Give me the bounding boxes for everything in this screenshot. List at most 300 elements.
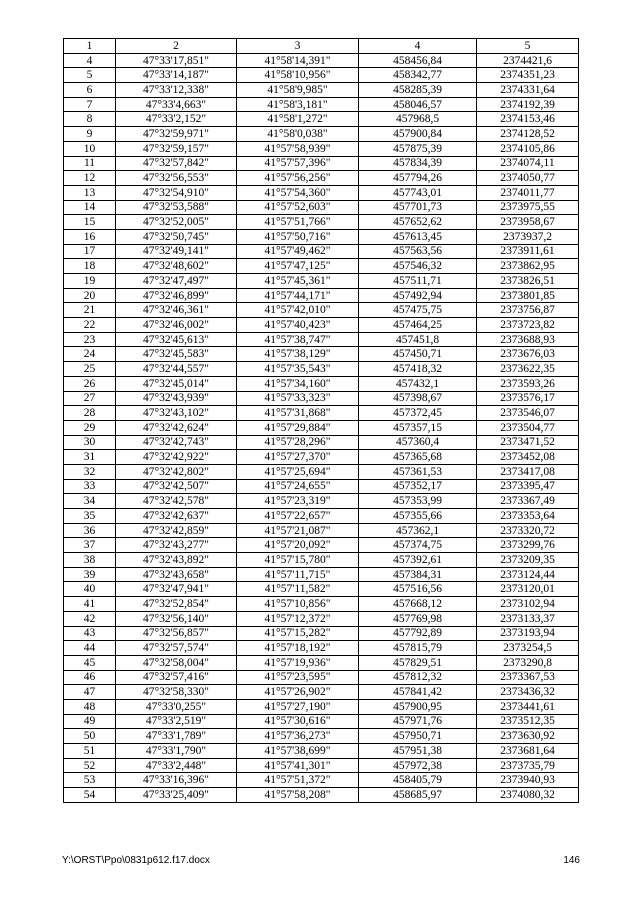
table-cell: 47°32'58,330"	[116, 685, 237, 700]
table-cell: 47°33'4,663"	[116, 97, 237, 112]
table-cell: 2374421,6	[477, 53, 579, 68]
table-cell: 457769,98	[359, 611, 477, 626]
header-cell-2: 2	[116, 39, 237, 54]
table-row	[64, 641, 579, 656]
table-cell: 36	[64, 523, 116, 538]
table-cell: 48	[64, 699, 116, 714]
table-cell: 457968,5	[359, 112, 477, 127]
table-cell: 2373254,5	[477, 641, 579, 656]
table-cell: 2373395,47	[477, 479, 579, 494]
table-cell: 47°32'47,941"	[116, 582, 237, 597]
table-cell: 2373940,93	[477, 773, 579, 788]
table-row	[64, 362, 579, 377]
table-cell: 457361,53	[359, 464, 477, 479]
table-cell: 457398,67	[359, 391, 477, 406]
table-cell: 15	[64, 215, 116, 230]
table-cell: 37	[64, 538, 116, 553]
table-cell: 2373512,35	[477, 714, 579, 729]
table-cell: 2374050,77	[477, 171, 579, 186]
table-cell: 42	[64, 611, 116, 626]
table-cell: 41°57'27,370"	[237, 450, 359, 465]
table-cell: 47°32'42,624"	[116, 420, 237, 435]
table-cell: 12	[64, 171, 116, 186]
table-cell: 47°32'56,553"	[116, 171, 237, 186]
table-cell: 457418,32	[359, 362, 477, 377]
table-cell: 457357,15	[359, 420, 477, 435]
table-cell: 54	[64, 788, 116, 803]
table-cell: 457451,8	[359, 332, 477, 347]
table-cell: 47°32'45,014"	[116, 376, 237, 391]
table-cell: 17	[64, 244, 116, 259]
table-cell: 41°57'38,129"	[237, 347, 359, 362]
table-cell: 2373735,79	[477, 758, 579, 773]
table-row	[64, 729, 579, 744]
table-cell: 41°57'56,256"	[237, 171, 359, 186]
table-cell: 2373958,67	[477, 215, 579, 230]
table-row	[64, 479, 579, 494]
table-cell: 2373862,95	[477, 259, 579, 274]
table-cell: 33	[64, 479, 116, 494]
table-cell: 41°57'42,010"	[237, 303, 359, 318]
table-cell: 18	[64, 259, 116, 274]
table-cell: 47°32'54,910"	[116, 185, 237, 200]
table-row	[64, 141, 579, 156]
table-cell: 2374153,46	[477, 112, 579, 127]
table-cell: 457492,94	[359, 288, 477, 303]
table-cell: 41°57'58,939"	[237, 141, 359, 156]
table-cell: 458456,84	[359, 53, 477, 68]
table-cell: 2373756,87	[477, 303, 579, 318]
table-cell: 457875,39	[359, 141, 477, 156]
table-cell: 41°57'23,595"	[237, 670, 359, 685]
table-header-row	[64, 39, 579, 54]
table-cell: 47°32'43,277"	[116, 538, 237, 553]
table-cell: 41	[64, 597, 116, 612]
table-cell: 14	[64, 200, 116, 215]
table-cell: 41°58'9,985"	[237, 83, 359, 98]
table-cell: 2373436,32	[477, 685, 579, 700]
table-cell: 41°57'28,296"	[237, 435, 359, 450]
table-cell: 47°33'1,790"	[116, 744, 237, 759]
table-cell: 457450,71	[359, 347, 477, 362]
table-cell: 457613,45	[359, 229, 477, 244]
table-cell: 457668,12	[359, 597, 477, 612]
table-cell: 47°32'49,141"	[116, 244, 237, 259]
table-row	[64, 626, 579, 641]
table-cell: 47°32'45,613"	[116, 332, 237, 347]
table-cell: 2373320,72	[477, 523, 579, 538]
table-cell: 2373593,26	[477, 376, 579, 391]
table-cell: 47°32'43,102"	[116, 406, 237, 421]
table-cell: 457815,79	[359, 641, 477, 656]
table-cell: 41°57'20,092"	[237, 538, 359, 553]
table-cell: 11	[64, 156, 116, 171]
table-cell: 47°33'25,409"	[116, 788, 237, 803]
table-row	[64, 171, 579, 186]
table-cell: 457971,76	[359, 714, 477, 729]
table-cell: 52	[64, 758, 116, 773]
table-cell: 41°57'49,462"	[237, 244, 359, 259]
table-cell: 41°57'35,543"	[237, 362, 359, 377]
table-cell: 2374351,23	[477, 68, 579, 83]
table-cell: 457511,71	[359, 274, 477, 289]
table-cell: 457900,84	[359, 127, 477, 142]
table-cell: 2373937,2	[477, 229, 579, 244]
table-cell: 41°57'23,319"	[237, 494, 359, 509]
table-cell: 457546,32	[359, 259, 477, 274]
table-cell: 2373367,53	[477, 670, 579, 685]
table-row	[64, 553, 579, 568]
table-cell: 2374331,64	[477, 83, 579, 98]
table-cell: 47°32'42,859"	[116, 523, 237, 538]
table-cell: 47°32'42,922"	[116, 450, 237, 465]
table-cell: 41°57'15,282"	[237, 626, 359, 641]
table-cell: 458285,39	[359, 83, 477, 98]
table-cell: 457392,61	[359, 553, 477, 568]
table-cell: 2373353,64	[477, 509, 579, 524]
table-cell: 457743,01	[359, 185, 477, 200]
table-cell: 2373622,35	[477, 362, 579, 377]
table-cell: 41°57'40,423"	[237, 318, 359, 333]
table-cell: 41°57'19,936"	[237, 655, 359, 670]
table-cell: 2373471,52	[477, 435, 579, 450]
table-cell: 43	[64, 626, 116, 641]
table-cell: 25	[64, 362, 116, 377]
table-cell: 457652,62	[359, 215, 477, 230]
table-row	[64, 670, 579, 685]
table-row	[64, 655, 579, 670]
table-cell: 47°33'14,187"	[116, 68, 237, 83]
table-cell: 2374011,77	[477, 185, 579, 200]
table-row	[64, 685, 579, 700]
table-cell: 2373688,93	[477, 332, 579, 347]
table-cell: 41°57'36,273"	[237, 729, 359, 744]
table-cell: 47°32'56,857"	[116, 626, 237, 641]
table-cell: 49	[64, 714, 116, 729]
table-cell: 41°57'11,582"	[237, 582, 359, 597]
table-cell: 47°32'43,658"	[116, 567, 237, 582]
table-cell: 41°58'10,956"	[237, 68, 359, 83]
table-cell: 41°57'30,616"	[237, 714, 359, 729]
table-cell: 2374080,32	[477, 788, 579, 803]
table-row	[64, 714, 579, 729]
table-cell: 10	[64, 141, 116, 156]
table-cell: 8	[64, 112, 116, 127]
table-cell: 47°32'59,971"	[116, 127, 237, 142]
table-cell: 31	[64, 450, 116, 465]
table-row	[64, 259, 579, 274]
table-cell: 44	[64, 641, 116, 656]
table-cell: 2373193,94	[477, 626, 579, 641]
table-cell: 457829,51	[359, 655, 477, 670]
table-cell: 41°57'52,603"	[237, 200, 359, 215]
table-cell: 9	[64, 127, 116, 142]
table-cell: 2373681,64	[477, 744, 579, 759]
table-cell: 457812,32	[359, 670, 477, 685]
table-row	[64, 229, 579, 244]
table-row	[64, 200, 579, 215]
table-cell: 46	[64, 670, 116, 685]
table-cell: 47°32'42,507"	[116, 479, 237, 494]
table-cell: 47°32'46,002"	[116, 318, 237, 333]
table-cell: 47°33'2,152"	[116, 112, 237, 127]
table-cell: 51	[64, 744, 116, 759]
table-row	[64, 127, 579, 142]
table-cell: 4	[64, 53, 116, 68]
table-cell: 16	[64, 229, 116, 244]
table-row	[64, 420, 579, 435]
table-cell: 53	[64, 773, 116, 788]
table-cell: 47°32'56,140"	[116, 611, 237, 626]
table-cell: 29	[64, 420, 116, 435]
table-cell: 47°32'46,899"	[116, 288, 237, 303]
table-cell: 41°58'14,391"	[237, 53, 359, 68]
table-row	[64, 376, 579, 391]
table-row	[64, 318, 579, 333]
coordinates-table	[63, 38, 579, 803]
table-cell: 457841,42	[359, 685, 477, 700]
table-row	[64, 185, 579, 200]
table-cell: 457563,56	[359, 244, 477, 259]
table-cell: 41°57'58,208"	[237, 788, 359, 803]
table-row	[64, 523, 579, 538]
table-cell: 458342,77	[359, 68, 477, 83]
table-cell: 34	[64, 494, 116, 509]
table-row	[64, 435, 579, 450]
table-cell: 26	[64, 376, 116, 391]
table-cell: 457384,31	[359, 567, 477, 582]
table-cell: 23	[64, 332, 116, 347]
table-cell: 41°57'11,715"	[237, 567, 359, 582]
table-cell: 457792,89	[359, 626, 477, 641]
table-cell: 457362,1	[359, 523, 477, 538]
table-cell: 457972,38	[359, 758, 477, 773]
table-cell: 2373676,03	[477, 347, 579, 362]
table-cell: 20	[64, 288, 116, 303]
table-cell: 47°32'47,497"	[116, 274, 237, 289]
table-row	[64, 699, 579, 714]
table-cell: 2373911,61	[477, 244, 579, 259]
table-cell: 41°57'45,361"	[237, 274, 359, 289]
table-row	[64, 156, 579, 171]
table-cell: 457355,66	[359, 509, 477, 524]
table-row	[64, 773, 579, 788]
header-cell-1: 1	[64, 39, 116, 54]
table-cell: 457516,56	[359, 582, 477, 597]
table-cell: 2373630,92	[477, 729, 579, 744]
table-cell: 41°57'57,396"	[237, 156, 359, 171]
table-row	[64, 450, 579, 465]
table-cell: 41°57'15,780"	[237, 553, 359, 568]
table-row	[64, 215, 579, 230]
table-row	[64, 53, 579, 68]
table-cell: 19	[64, 274, 116, 289]
table-cell: 47°33'2,519"	[116, 714, 237, 729]
table-cell: 457372,45	[359, 406, 477, 421]
table-row	[64, 538, 579, 553]
table-cell: 47°32'57,416"	[116, 670, 237, 685]
table-row	[64, 68, 579, 83]
table-row	[64, 788, 579, 803]
table-cell: 457951,38	[359, 744, 477, 759]
header-cell-4: 4	[359, 39, 477, 54]
table-cell: 2373209,35	[477, 553, 579, 568]
table-cell: 41°57'21,087"	[237, 523, 359, 538]
table-cell: 47°32'44,557"	[116, 362, 237, 377]
table-cell: 28	[64, 406, 116, 421]
table-row	[64, 406, 579, 421]
table-cell: 47°32'58,004"	[116, 655, 237, 670]
table-cell: 41°57'51,766"	[237, 215, 359, 230]
header-cell-5: 5	[477, 39, 579, 54]
table-cell: 457365,68	[359, 450, 477, 465]
table-cell: 47°32'45,583"	[116, 347, 237, 362]
table-row	[64, 494, 579, 509]
table-cell: 457794,26	[359, 171, 477, 186]
table-cell: 5	[64, 68, 116, 83]
table-cell: 41°57'29,884"	[237, 420, 359, 435]
table-row	[64, 274, 579, 289]
table-cell: 47°33'17,851"	[116, 53, 237, 68]
table-cell: 41°57'38,699"	[237, 744, 359, 759]
table-cell: 41°57'27,190"	[237, 699, 359, 714]
table-row	[64, 347, 579, 362]
table-row	[64, 509, 579, 524]
table-row	[64, 567, 579, 582]
table-cell: 47°33'0,255"	[116, 699, 237, 714]
table-row	[64, 582, 579, 597]
table-cell: 2374192,39	[477, 97, 579, 112]
table-cell: 457900,95	[359, 699, 477, 714]
table-cell: 41°57'10,856"	[237, 597, 359, 612]
table-cell: 2374074,11	[477, 156, 579, 171]
table-cell: 41°57'41,301"	[237, 758, 359, 773]
table-cell: 41°57'24,655"	[237, 479, 359, 494]
table-cell: 41°57'31,868"	[237, 406, 359, 421]
table-cell: 2373417,08	[477, 464, 579, 479]
table-cell: 2373452,08	[477, 450, 579, 465]
table-cell: 458405,79	[359, 773, 477, 788]
table-cell: 41°57'26,902"	[237, 685, 359, 700]
table-cell: 41°57'25,694"	[237, 464, 359, 479]
table-cell: 457360,4	[359, 435, 477, 450]
table-cell: 457432,1	[359, 376, 477, 391]
table-cell: 40	[64, 582, 116, 597]
table-cell: 2373102,94	[477, 597, 579, 612]
table-cell: 47°32'46,361"	[116, 303, 237, 318]
table-row	[64, 97, 579, 112]
table-row	[64, 244, 579, 259]
table-cell: 41°57'54,360"	[237, 185, 359, 200]
table-cell: 457834,39	[359, 156, 477, 171]
table-cell: 458046,57	[359, 97, 477, 112]
table-cell: 47°32'48,602"	[116, 259, 237, 274]
table-cell: 41°57'34,160"	[237, 376, 359, 391]
table-cell: 45	[64, 655, 116, 670]
table-cell: 2373133,37	[477, 611, 579, 626]
table-cell: 39	[64, 567, 116, 582]
table-cell: 47°32'53,588"	[116, 200, 237, 215]
footer-page-number: 146	[563, 855, 580, 866]
table-cell: 38	[64, 553, 116, 568]
table-cell: 457701,73	[359, 200, 477, 215]
table-cell: 2373723,82	[477, 318, 579, 333]
table-row	[64, 288, 579, 303]
table-cell: 47°33'2,448"	[116, 758, 237, 773]
table-cell: 47°32'57,574"	[116, 641, 237, 656]
table-cell: 41°58'3,181"	[237, 97, 359, 112]
table-cell: 24	[64, 347, 116, 362]
table-cell: 41°57'50,716"	[237, 229, 359, 244]
table-cell: 457950,71	[359, 729, 477, 744]
table-cell: 457352,17	[359, 479, 477, 494]
table-cell: 2373367,49	[477, 494, 579, 509]
table-cell: 30	[64, 435, 116, 450]
table-cell: 2373546,07	[477, 406, 579, 421]
table-cell: 2373504,77	[477, 420, 579, 435]
table-cell: 2373299,76	[477, 538, 579, 553]
table-row	[64, 332, 579, 347]
table-row	[64, 758, 579, 773]
table-cell: 47°32'42,743"	[116, 435, 237, 450]
table-cell: 6	[64, 83, 116, 98]
table-cell: 2373801,85	[477, 288, 579, 303]
table-cell: 47°32'59,157"	[116, 141, 237, 156]
table-cell: 41°58'1,272"	[237, 112, 359, 127]
table-cell: 22	[64, 318, 116, 333]
footer-file-path: Y:\ORST\Ppo\0831p612.f17.docx	[62, 855, 210, 866]
table-cell: 50	[64, 729, 116, 744]
table-cell: 27	[64, 391, 116, 406]
table-cell: 457464,25	[359, 318, 477, 333]
table-row	[64, 611, 579, 626]
table-cell: 7	[64, 97, 116, 112]
table-cell: 41°57'12,372"	[237, 611, 359, 626]
table-cell: 458685,97	[359, 788, 477, 803]
table-cell: 2373576,17	[477, 391, 579, 406]
table-row	[64, 597, 579, 612]
table-row	[64, 744, 579, 759]
table-cell: 47°32'43,939"	[116, 391, 237, 406]
table-cell: 47°32'50,745"	[116, 229, 237, 244]
table-cell: 13	[64, 185, 116, 200]
table-row	[64, 112, 579, 127]
table-cell: 41°57'18,192"	[237, 641, 359, 656]
table-cell: 47°32'42,802"	[116, 464, 237, 479]
table-cell: 2374105,86	[477, 141, 579, 156]
table-cell: 457353,99	[359, 494, 477, 509]
table-cell: 41°57'38,747"	[237, 332, 359, 347]
table-cell: 47°32'42,637"	[116, 509, 237, 524]
table-cell: 457374,75	[359, 538, 477, 553]
table-body	[64, 53, 579, 802]
table-cell: 2373441,61	[477, 699, 579, 714]
table-row	[64, 83, 579, 98]
table-cell: 47°32'52,005"	[116, 215, 237, 230]
table-cell: 2374128,52	[477, 127, 579, 142]
table-cell: 2373120,01	[477, 582, 579, 597]
table-cell: 35	[64, 509, 116, 524]
table-cell: 41°57'33,323"	[237, 391, 359, 406]
table-cell: 2373290,8	[477, 655, 579, 670]
table-cell: 47°33'16,396"	[116, 773, 237, 788]
table-cell: 47°33'12,338"	[116, 83, 237, 98]
table-cell: 47°32'42,578"	[116, 494, 237, 509]
table-row	[64, 303, 579, 318]
table-cell: 32	[64, 464, 116, 479]
table-cell: 47°32'57,842"	[116, 156, 237, 171]
table-cell: 41°57'51,372"	[237, 773, 359, 788]
